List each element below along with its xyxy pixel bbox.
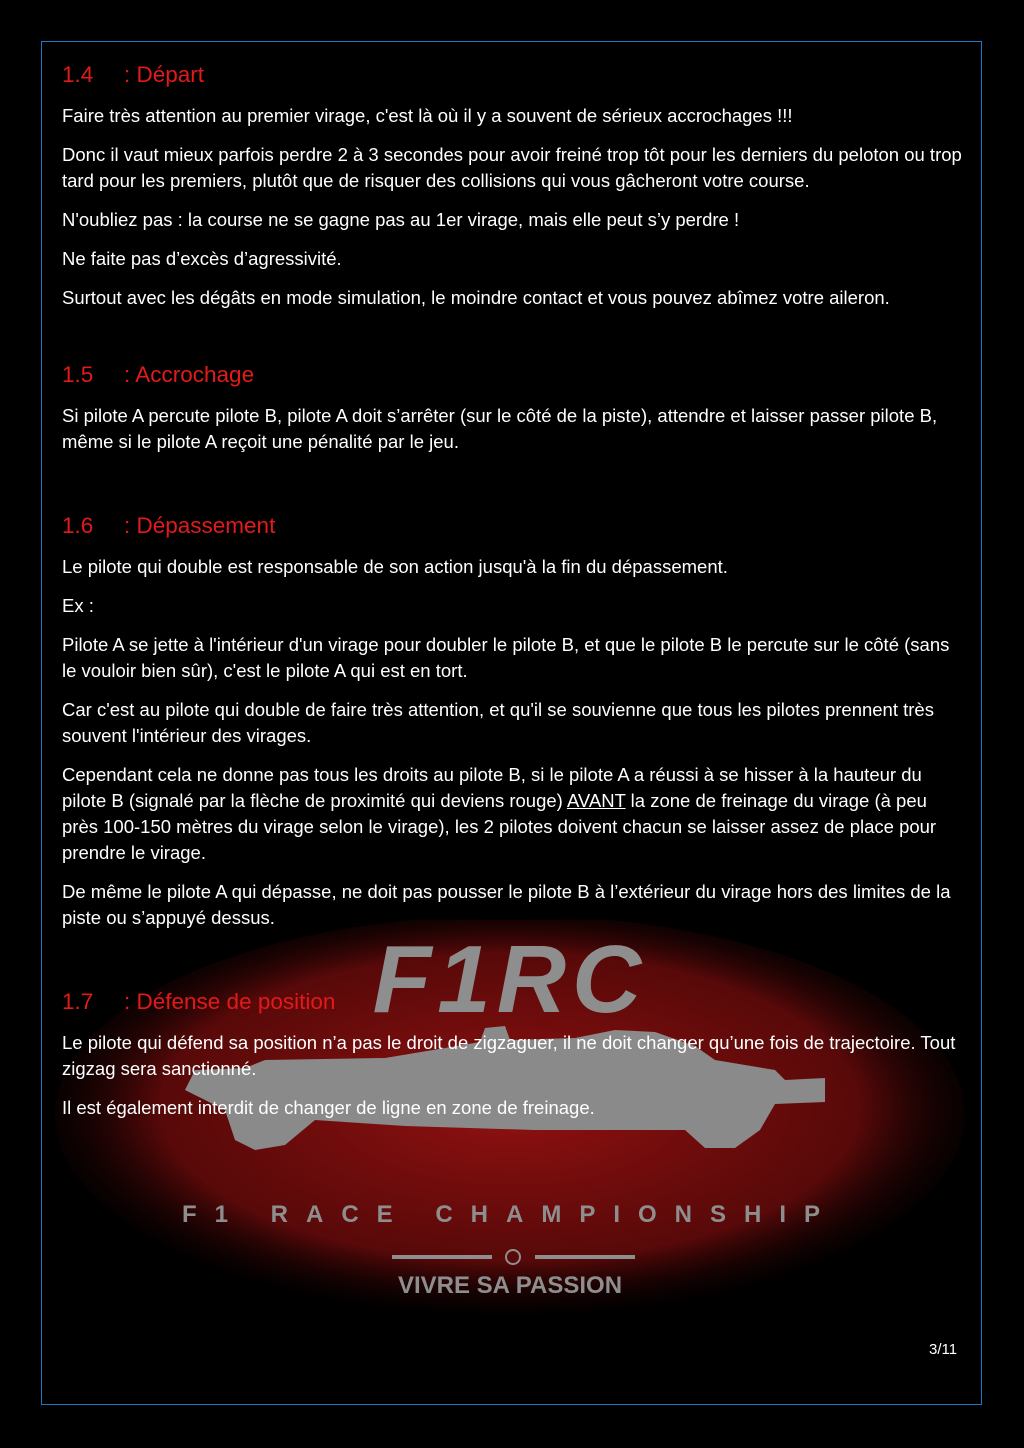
logo-mark: F1RC (372, 926, 648, 1033)
logo-line1: F1 RACE CHAMPIONSHIP (181, 1201, 839, 1228)
paragraph: Cependant cela ne donne pas tous les droits au pilote B, si le pilote A a réussi à se hisser à la hauteur du pilote B (signalé par la flèche de proximité qui deviens rouge) AVANT la zone de freinage du virage (à peu près 100-150 mètres du virage selon le virage), les 2 pilotes doivent chacun se laisser assez de place pour prendre le virage. (62, 764, 937, 863)
paragraph: Surtout avec les dégâts en mode simulation, le moindre contact et vous pouvez abîmez votre aileron. (62, 287, 890, 308)
paragraph: Le pilote qui double est responsable de son action jusqu'à la fin du dépassement. (62, 556, 728, 577)
document-body (62, 60, 962, 1121)
paragraph: Le pilote qui défend sa position n’a pas le droit de zigzaguer, il ne doit changer qu’une fois de trajectoire. Tout zigzag sera sanctionné. (62, 1032, 956, 1079)
logo-line2: VIVRE SA PASSION (397, 1272, 623, 1299)
paragraph: Si pilote A percute pilote B, pilote A doit s’arrêter (sur le côté de la piste), attendre et laisser passer pilote B, même si le pilote A reçoit une pénalité par le jeu. (62, 405, 938, 452)
page-number: 3/11 (929, 1341, 958, 1358)
paragraph: Il est également interdit de changer de ligne en zone de freinage. (62, 1097, 595, 1118)
paragraph: Car c'est au pilote qui double de faire très attention, et qu'il se souvienne que tous les pilotes prennent très souvent l'intérieur des virages. (62, 699, 934, 746)
heading-1-7: 1.7 : Défense de position (62, 989, 336, 1014)
heading-1-5: 1.5 : Accrochage (62, 362, 255, 387)
paragraph: Ne faite pas d’excès d’agressivité. (62, 248, 342, 269)
paragraph: Ex : (62, 595, 94, 616)
paragraph: Donc il vaut mieux parfois perdre 2 à 3 secondes pour avoir freiné trop tôt pour les derniers du peloton ou trop tard pour les premiers, plutôt que de risquer des collisions qui vous gâcheront votre course. (62, 144, 962, 191)
underlined-avant: AVANT (566, 790, 626, 811)
heading-1-6: 1.6 : Dépassement (62, 513, 276, 538)
paragraph: De même le pilote A qui dépasse, ne doit pas pousser le pilote B à l’extérieur du virage hors des limites de la piste ou s’appuyé dessus. (62, 881, 951, 928)
paragraph: N'oubliez pas : la course ne se gagne pas au 1er virage, mais elle peut s’y perdre ! (62, 209, 740, 230)
heading-1-4: 1.4 : Départ (62, 62, 205, 87)
paragraph: Faire très attention au premier virage, c'est là où il y a souvent de sérieux accrochages !!! (62, 105, 793, 126)
paragraph: Pilote A se jette à l'intérieur d'un virage pour doubler le pilote B, et que le pilote B le percute sur le côté (sans le vouloir bien sûr), c'est le pilote A qui est en tort. (62, 634, 950, 681)
